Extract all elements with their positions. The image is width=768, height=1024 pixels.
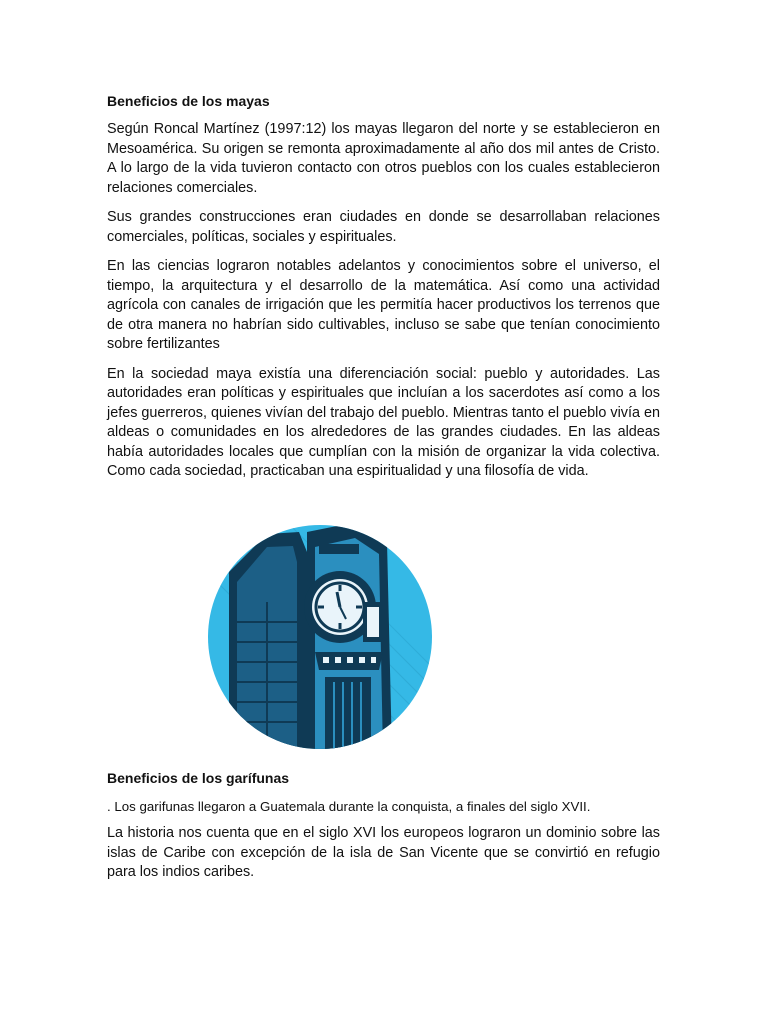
- paragraph-garifunas-historia: La historia nos cuenta que en el siglo XVI los europeos lograron un dominio sobre las islas de Caribe con excepción de la isla de San Vicente que se convirtió en refugio para los indios caribes.: [107, 825, 660, 880]
- paragraph-mayas-origen: Según Roncal Martínez (1997:12) los mayas llegaron del norte y se establecieron en Mesoamérica. Su origen se remonta aproximadamente al año dos mil antes de Cristo. A lo largo de la vida tuvieron contacto con otros pueblos con los cuales establecieron relaciones comerciales.: [107, 121, 660, 196]
- section-heading-mayas: Beneficios de los mayas: [107, 93, 270, 109]
- paragraph-mayas-sociedad: En la sociedad maya existía una diferenciación social: pueblo y autoridades. Las autoridades eran políticas y espirituales que incluían a los sacerdotes así como a los jefes guerreros, quienes vivían del trabajo del pueblo. Mientras tanto el pueblo vivía en aldeas o comunidades en los alrededores de las grandes ciudades. En las aldeas había autoridades locales que cumplían con la misión de organizar la vida colectiva. Como cada sociedad, practicaban una espiritualidad y una filosofía de vida.: [107, 365, 660, 479]
- section-garifunas: [107, 768, 660, 883]
- clock-tower-icon: [207, 492, 437, 754]
- paragraph-mayas-ciencias: En las ciencias lograron notables adelantos y conocimientos sobre el universo, el tiempo, la arquitectura y el desarrollo de la matemática. Así como una actividad agrícola con canales de irrigación que les permitía hacer productivos los terrenos que de otra manera no habrían sido cultivables, incluso se sabe que tenían conocimiento sobre fertilizantes: [107, 258, 660, 352]
- paragraph-garifunas-llegada: . Los garifunas llegaron a Guatemala durante la conquista, a finales del siglo XVII.: [107, 798, 591, 814]
- document-content: [107, 91, 660, 893]
- clock-tower-illustration: [107, 492, 660, 754]
- paragraph-mayas-construcciones: Sus grandes construcciones eran ciudades en donde se desarrollaban relaciones comerciales, políticas, sociales y espirituales.: [107, 209, 660, 245]
- section-heading-garifunas: Beneficios de los garífunas: [107, 769, 290, 786]
